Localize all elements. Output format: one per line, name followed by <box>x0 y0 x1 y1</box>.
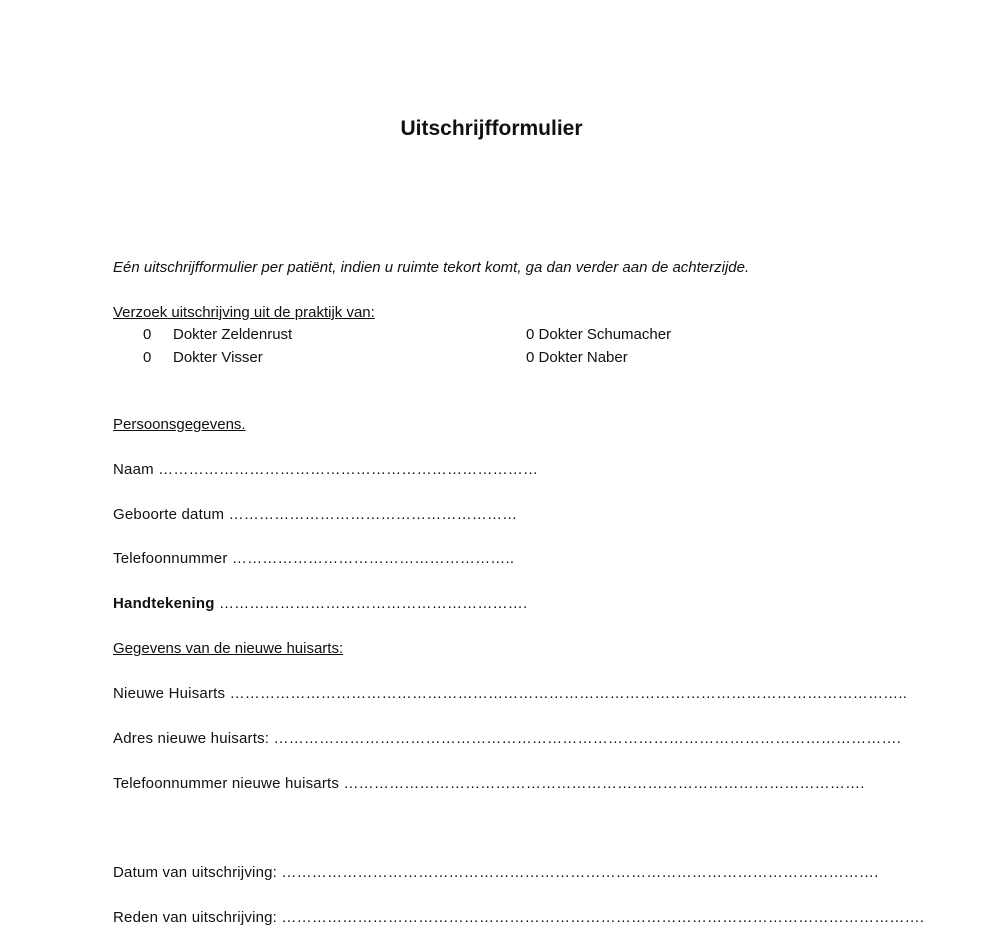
form-title: Uitschrijfformulier <box>400 117 583 140</box>
checkbox-marker: 0 <box>526 349 535 366</box>
handtekening-dots: ……………………………………………………. <box>214 595 528 612</box>
doctor-name: Dokter Naber <box>538 349 628 366</box>
telefoon-field[interactable]: Telefoonnummer ……………………………………………….. <box>113 550 515 567</box>
handtekening-field[interactable] <box>113 595 527 613</box>
handtekening-label: Handtekening <box>113 595 215 612</box>
doctor-option-visser[interactable] <box>143 349 263 367</box>
personal-heading: Persoonsgegevens. <box>113 416 246 433</box>
checkbox-marker: 0 <box>143 349 152 366</box>
naam-field[interactable]: Naam ………………………………………………………………… <box>113 461 539 478</box>
checkbox-marker: 0 <box>143 326 152 343</box>
adres-nieuwe-huisarts-field[interactable]: Adres nieuwe huisarts: ……………………………………………………………………………………………………………. <box>113 730 902 747</box>
new-doctor-heading: Gegevens van de nieuwe huisarts: <box>113 640 344 657</box>
intro-text: Eén uitschrijfformulier per patiënt, indien u ruimte tekort komt, ga dan verder aan de achterzijde. <box>113 259 750 276</box>
doctor-name: Dokter Zeldenrust <box>173 326 293 343</box>
doctor-name: Dokter Schumacher <box>538 326 672 343</box>
doctor-option-zeldenrust[interactable] <box>143 326 292 344</box>
request-heading: Verzoek uitschrijving uit de praktijk van: <box>113 304 375 321</box>
reden-uitschrijving-field[interactable]: Reden van uitschrijving: ………………………………………………………………………………………………………………. <box>113 909 925 926</box>
telefoon-nieuwe-huisarts-field[interactable]: Telefoonnummer nieuwe huisarts …………………………………………………………………………………………. <box>113 775 865 792</box>
datum-uitschrijving-field[interactable]: Datum van uitschrijving: ………………………………………………………………………………………………………. <box>113 864 879 881</box>
nieuwe-huisarts-field[interactable]: Nieuwe Huisarts …………………………………………………………………………………………………………………….. <box>113 685 908 702</box>
doctor-name: Dokter Visser <box>173 349 263 366</box>
doctor-option-schumacher[interactable] <box>526 326 671 344</box>
geboortedatum-field[interactable]: Geboorte datum ………………………………………………… <box>113 506 518 523</box>
checkbox-marker: 0 <box>526 326 535 343</box>
doctor-option-naber[interactable] <box>526 349 628 367</box>
